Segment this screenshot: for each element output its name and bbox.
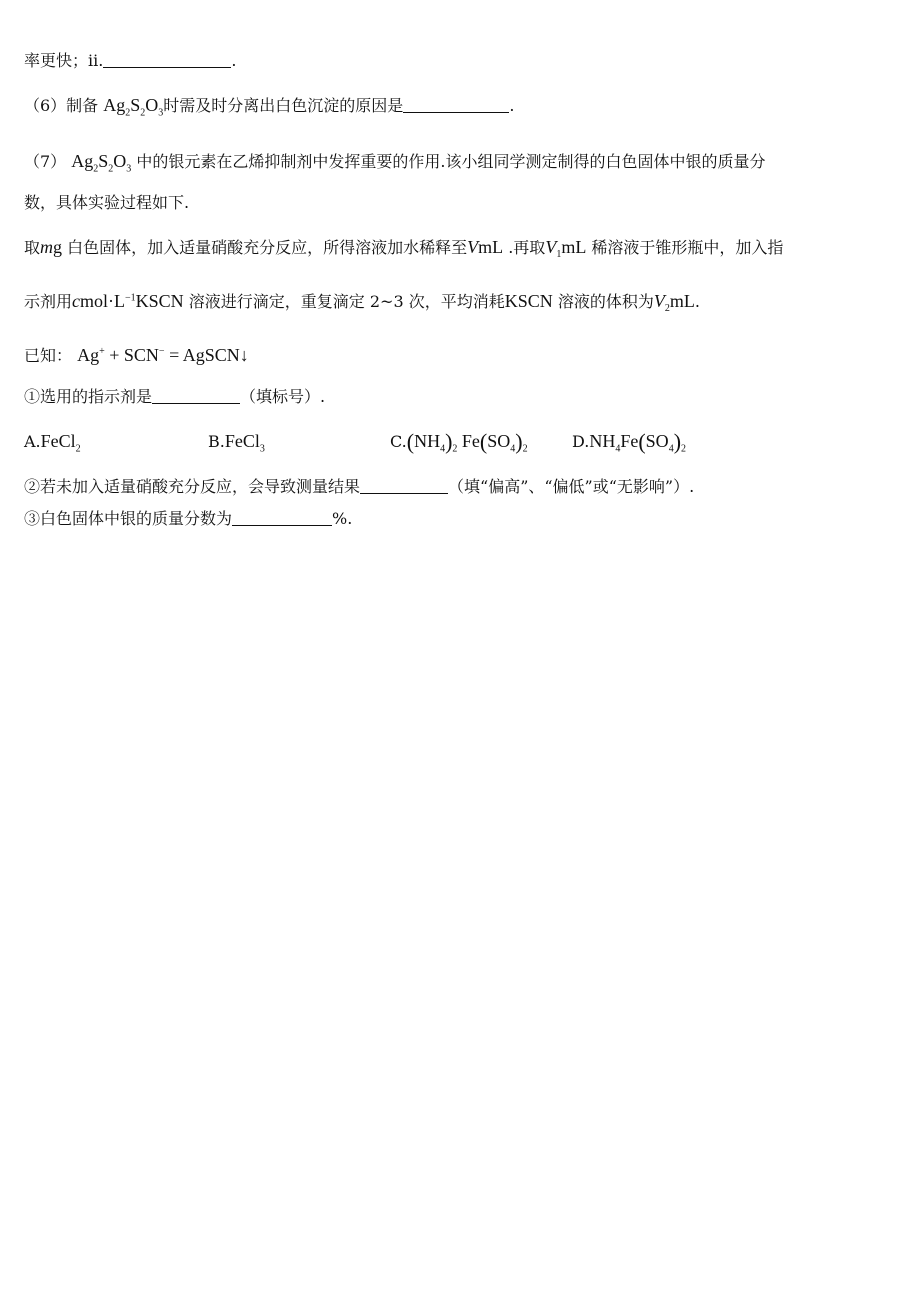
question-7-cont — [24, 190, 189, 216]
variable-v: V — [467, 237, 479, 257]
option-b[interactable]: B.FeCl$_3$ — [208, 431, 265, 455]
option-c[interactable]: $C.(NH_4)_2$ $Fe(SO_4)_2$ — [390, 429, 528, 455]
known-reaction: 已知： Ag+ + SCN− = AgSCN↓ — [24, 345, 249, 365]
chemical-formula: $Ag_2S_2O_3$ — [71, 151, 132, 175]
line-suffix: . — [231, 51, 237, 70]
sub-question-1: ①选用的指示剂是 （填标号）. — [24, 387, 326, 406]
answer-blank[interactable] — [232, 507, 332, 526]
line-prefix: 率更快；ii. — [24, 51, 104, 70]
question-text: 中的银元素在乙烯抑制剂中发挥重要的作用.该小组同学测定制得的白色固体中银的质量分 — [136, 152, 766, 171]
sub-question-2: ②若未加入适量硝酸充分反应，会导致测量结果 （填“偏高”、“偏低”或“无影响”）. — [24, 477, 695, 496]
sub-question-3: ③白色固体中银的质量分数为 %. — [24, 509, 353, 528]
precipitate-arrow-icon: ↓ — [239, 345, 249, 365]
variable-v1: V — [545, 237, 557, 257]
question-6: （6）制备 $Ag_2S_2O_3$时需及时分离出白色沉淀的原因是 . — [24, 95, 515, 119]
answer-blank[interactable] — [360, 475, 448, 494]
question-number: （7） — [24, 152, 67, 171]
option-a[interactable]: A.FeCl$_2$ — [24, 431, 81, 455]
option-row — [24, 428, 884, 458]
procedure-line-2: 示剂用$cmol\cdot L^{-1}KSCN$ 溶液进行滴定，重复滴定 2~3 次，平均消耗KSCN 溶液的体积为$V_2mL$. — [24, 291, 700, 315]
question-text: 数，具体实验过程如下. — [24, 193, 190, 212]
variable-v2: V — [653, 291, 665, 311]
answer-blank[interactable] — [152, 385, 240, 404]
reaction-equation: Ag+ + SCN− = AgSCN↓ — [77, 345, 249, 365]
question-text: 时需及时分离出白色沉淀的原因是 — [163, 96, 404, 115]
question-number: （6）制备 — [24, 96, 99, 115]
variable-c: c — [72, 291, 81, 311]
answer-line-ii — [24, 48, 236, 74]
question-7 — [24, 148, 765, 175]
answer-blank[interactable] — [403, 94, 509, 113]
variable-m: m — [40, 237, 54, 257]
procedure-line-1: 取mg 白色固体，加入适量硝酸充分反应，所得溶液加水稀释至VmL .再取$V_1mL$ 稀溶液于锥形瓶中，加入指 — [24, 237, 784, 261]
option-d[interactable]: $D.NH_4Fe(SO_4)_2$ — [572, 429, 687, 455]
chemical-formula: $Ag_2S_2O_3$ — [103, 95, 164, 119]
answer-blank[interactable] — [103, 49, 231, 68]
